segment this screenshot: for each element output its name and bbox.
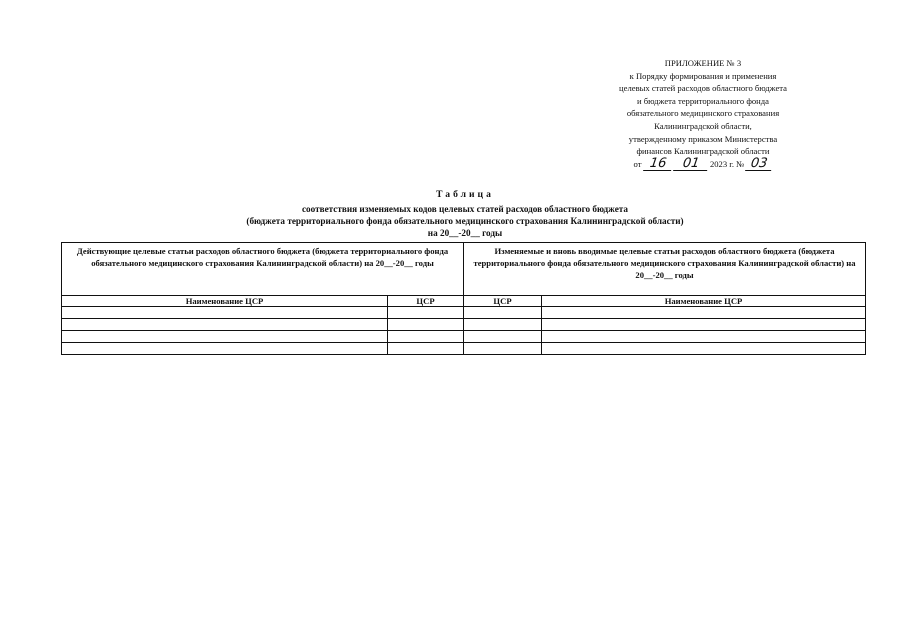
table-cell (542, 307, 866, 319)
table-row (62, 307, 866, 319)
table-heading: Таблица (436, 189, 494, 200)
appendix-block (600, 57, 806, 171)
appendix-line: Калининградской области, (654, 120, 752, 131)
order-date-line (600, 155, 806, 171)
changed-articles-header: Изменяемые и вновь вводимые целевые статьи расходов областного бюджета (бюджета территориального фонда обязательного медицинского страхования Калининградской области) на 20__-20__ годы (464, 243, 866, 296)
table-cell (388, 319, 464, 331)
title-line-2: (бюджета территориального фонда обязательного медицинского страхования Калининградской области) (246, 216, 684, 226)
table-cell (464, 319, 542, 331)
date-prefix: от (633, 158, 642, 169)
appendix-line: и бюджета территориального фонда (637, 95, 769, 106)
table-cell (62, 319, 388, 331)
appendix-title: ПРИЛОЖЕНИЕ № 3 (664, 58, 742, 68)
appendix-line: обязательного медицинского страхования (626, 108, 780, 119)
table-cell (464, 307, 542, 319)
correspondence-table (61, 242, 866, 355)
table-cell (464, 343, 542, 355)
table-row (62, 319, 866, 331)
column-header-code-left: ЦСР (388, 296, 464, 307)
table-cell (388, 343, 464, 355)
table-cell (388, 307, 464, 319)
table-cell (62, 343, 388, 355)
table-cell (62, 307, 388, 319)
table-cell (464, 331, 542, 343)
date-suffix: 2023 г. № (709, 158, 745, 169)
handwritten-order-number: 03 (746, 158, 774, 171)
column-header-code-right: ЦСР (464, 296, 542, 307)
handwritten-month: 01 (673, 158, 709, 171)
handwritten-day: 16 (643, 158, 673, 171)
title-line-3: на 20__-20__ годы (427, 228, 503, 238)
table-title-block (150, 189, 780, 239)
title-line-1: соответствия изменяемых кодов целевых статей расходов областного бюджета (301, 204, 629, 214)
table-row (62, 343, 866, 355)
appendix-line: утвержденному приказом Министерства (628, 133, 778, 144)
table-cell (62, 331, 388, 343)
table-cell (542, 319, 866, 331)
column-header-name-left: Наименование ЦСР (62, 296, 388, 307)
current-articles-header: Действующие целевые статьи расходов областного бюджета (бюджета территориального фонда обязательного медицинского страхования Калининградской области) на 20__-20__ годы (62, 243, 464, 296)
table-cell (542, 343, 866, 355)
table-row (62, 331, 866, 343)
column-header-name-right: Наименование ЦСР (542, 296, 866, 307)
appendix-line: к Порядку формирования и применения (629, 70, 777, 81)
table-cell (542, 331, 866, 343)
appendix-line: финансов Калининградской области (636, 146, 770, 157)
appendix-line: целевых статей расходов областного бюджета (619, 83, 787, 94)
table-cell (388, 331, 464, 343)
